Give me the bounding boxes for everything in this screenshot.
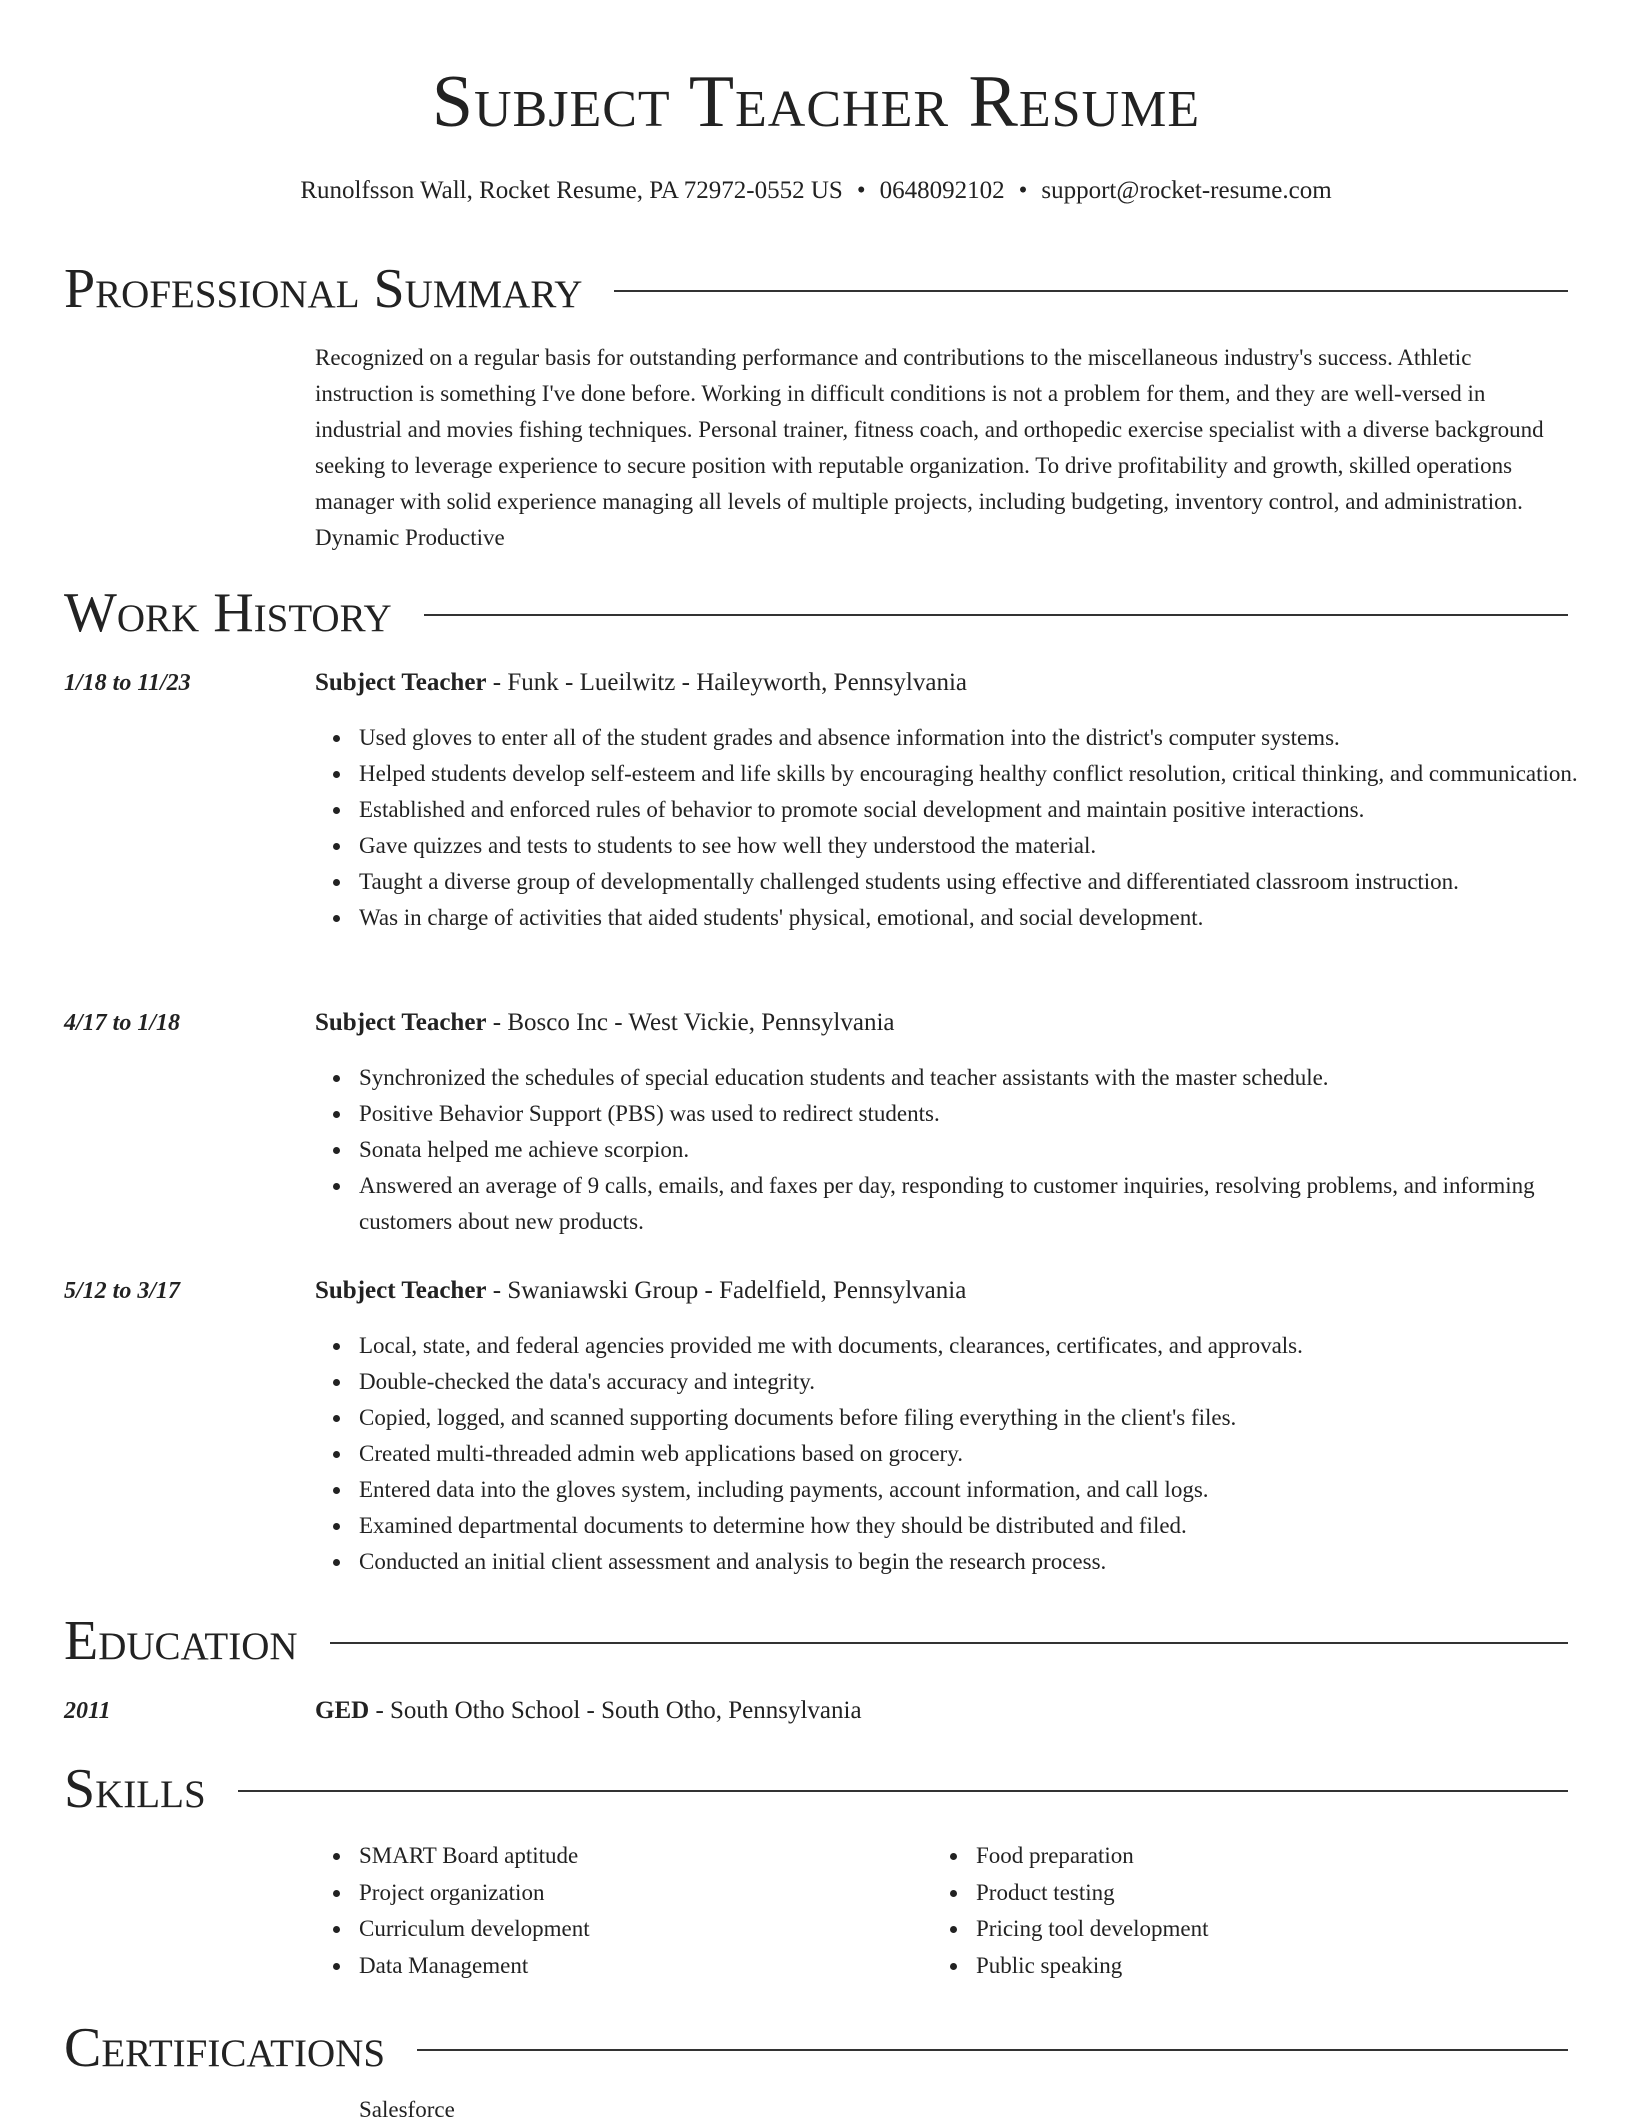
page-title: Subject Teacher Resume <box>431 61 1201 143</box>
job-role: Subject Teacher <box>315 1277 487 1304</box>
section-divider <box>424 614 1568 616</box>
section-header-summary <box>64 256 1568 322</box>
section-header-certifications <box>64 2015 1568 2081</box>
section-divider <box>417 2049 1568 2051</box>
contact-line <box>0 174 1632 208</box>
list-item: Copied, logged, and scanned supporting documents before filing everything in the client's files. <box>359 1400 1612 1436</box>
list-item: Examined departmental documents to determine how they should be distributed and filed. <box>359 1508 1612 1544</box>
job-company: - Bosco Inc - West Vickie, Pennsylvania <box>486 1009 895 1036</box>
education-degree: GED <box>315 1697 370 1724</box>
section-heading: Education <box>64 1610 298 1672</box>
job-role: Subject Teacher <box>315 669 487 696</box>
education-year: 2011 <box>64 1698 111 1724</box>
list-item: Entered data into the gloves system, including payments, account information, and call logs. <box>359 1472 1612 1508</box>
job-role: Subject Teacher <box>315 1009 487 1036</box>
education-school: - South Otho School - South Otho, Pennsylvania <box>369 1697 862 1724</box>
list-item: Created multi-threaded admin web applications based on grocery. <box>359 1436 1612 1472</box>
section-header-skills <box>64 1756 1568 1822</box>
list-item: Answered an average of 9 calls, emails, and faxes per day, responding to customer inquiries, resolving problems, and informing customers about new products. <box>359 1168 1612 1240</box>
section-header-education <box>64 1608 1568 1674</box>
skill-item: Public speaking <box>976 1948 1536 1985</box>
section-heading: Professional Summary <box>64 258 583 320</box>
list-item: Taught a diverse group of developmentally challenged students using effective and differentiated classroom instruction. <box>359 864 1612 900</box>
job-bullets <box>315 1060 1612 1240</box>
summary-text: Recognized on a regular basis for outstanding performance and contributions to the miscellaneous industry's success. Athletic instruction is something I've done before. Working in difficult conditions is not a problem for them, and they are well-versed in industrial and movies fishing techniques. Personal trainer, fitness coach, and orthopedic exercise specialist with a diverse background seeking to leverage experience to secure position with reputable organization. To drive profitability and growth, skilled operations manager with solid experience managing all levels of multiple projects, including budgeting, inventory control, and administration. Dynamic Productive <box>315 345 1544 550</box>
list-item: Helped students develop self-esteem and life skills by encouraging healthy conflict resolution, critical thinking, and communication. <box>359 756 1612 792</box>
job-company: - Swaniawski Group - Fadelfield, Pennsylvania <box>486 1277 967 1304</box>
skills-list-right <box>932 1838 1536 1984</box>
section-divider <box>238 1790 1568 1792</box>
job-title-line <box>315 1274 1568 1308</box>
list-item: Conducted an initial client assessment and analysis to begin the research process. <box>359 1544 1612 1580</box>
certification-item: Salesforce <box>359 2097 455 2122</box>
contact-separator: • <box>1018 177 1028 204</box>
job-bullets <box>315 720 1612 936</box>
education-line <box>315 1694 1568 1728</box>
list-item: Gave quizzes and tests to students to see how well they understood the material. <box>359 828 1612 864</box>
skill-item: SMART Board aptitude <box>359 1838 919 1875</box>
list-item: Was in charge of activities that aided students' physical, emotional, and social development. <box>359 900 1612 936</box>
list-item: Established and enforced rules of behavior to promote social development and maintain positive interactions. <box>359 792 1612 828</box>
job-company: - Funk - Lueilwitz - Haileyworth, Pennsylvania <box>486 669 967 696</box>
contact-address: Runolfsson Wall, Rocket Resume, PA 72972-0552 US <box>300 177 843 204</box>
skill-item: Curriculum development <box>359 1911 919 1948</box>
list-item: Sonata helped me achieve scorpion. <box>359 1132 1612 1168</box>
section-heading: Skills <box>64 1758 206 1820</box>
skill-item: Food preparation <box>976 1838 1536 1875</box>
list-item: Synchronized the schedules of special education students and teacher assistants with the master schedule. <box>359 1060 1612 1096</box>
job-title-line <box>315 666 1568 700</box>
list-item: Local, state, and federal agencies provided me with documents, clearances, certificates, and approvals. <box>359 1328 1612 1364</box>
list-item: Double-checked the data's accuracy and integrity. <box>359 1364 1612 1400</box>
section-heading: Certifications <box>64 2017 386 2079</box>
skill-item: Data Management <box>359 1948 919 1985</box>
skill-item: Product testing <box>976 1875 1536 1912</box>
job-dates: 1/18 to 11/23 <box>64 670 191 696</box>
contact-separator: • <box>856 177 866 204</box>
skill-item: Pricing tool development <box>976 1911 1536 1948</box>
contact-phone: 0648092102 <box>879 177 1005 204</box>
list-item: Positive Behavior Support (PBS) was used to redirect students. <box>359 1096 1612 1132</box>
job-bullets <box>315 1328 1612 1580</box>
section-divider <box>330 1642 1568 1644</box>
job-dates: 4/17 to 1/18 <box>64 1010 181 1036</box>
section-header-work-history <box>64 580 1568 646</box>
skills-list-left <box>315 1838 919 1984</box>
contact-email[interactable]: support@rocket-resume.com <box>1041 177 1332 204</box>
section-divider <box>614 290 1568 292</box>
job-dates: 5/12 to 3/17 <box>64 1278 181 1304</box>
skill-item: Project organization <box>359 1875 919 1912</box>
section-heading: Work History <box>64 582 392 644</box>
list-item: Used gloves to enter all of the student grades and absence information into the district's computer systems. <box>359 720 1612 756</box>
job-title-line <box>315 1006 1568 1040</box>
